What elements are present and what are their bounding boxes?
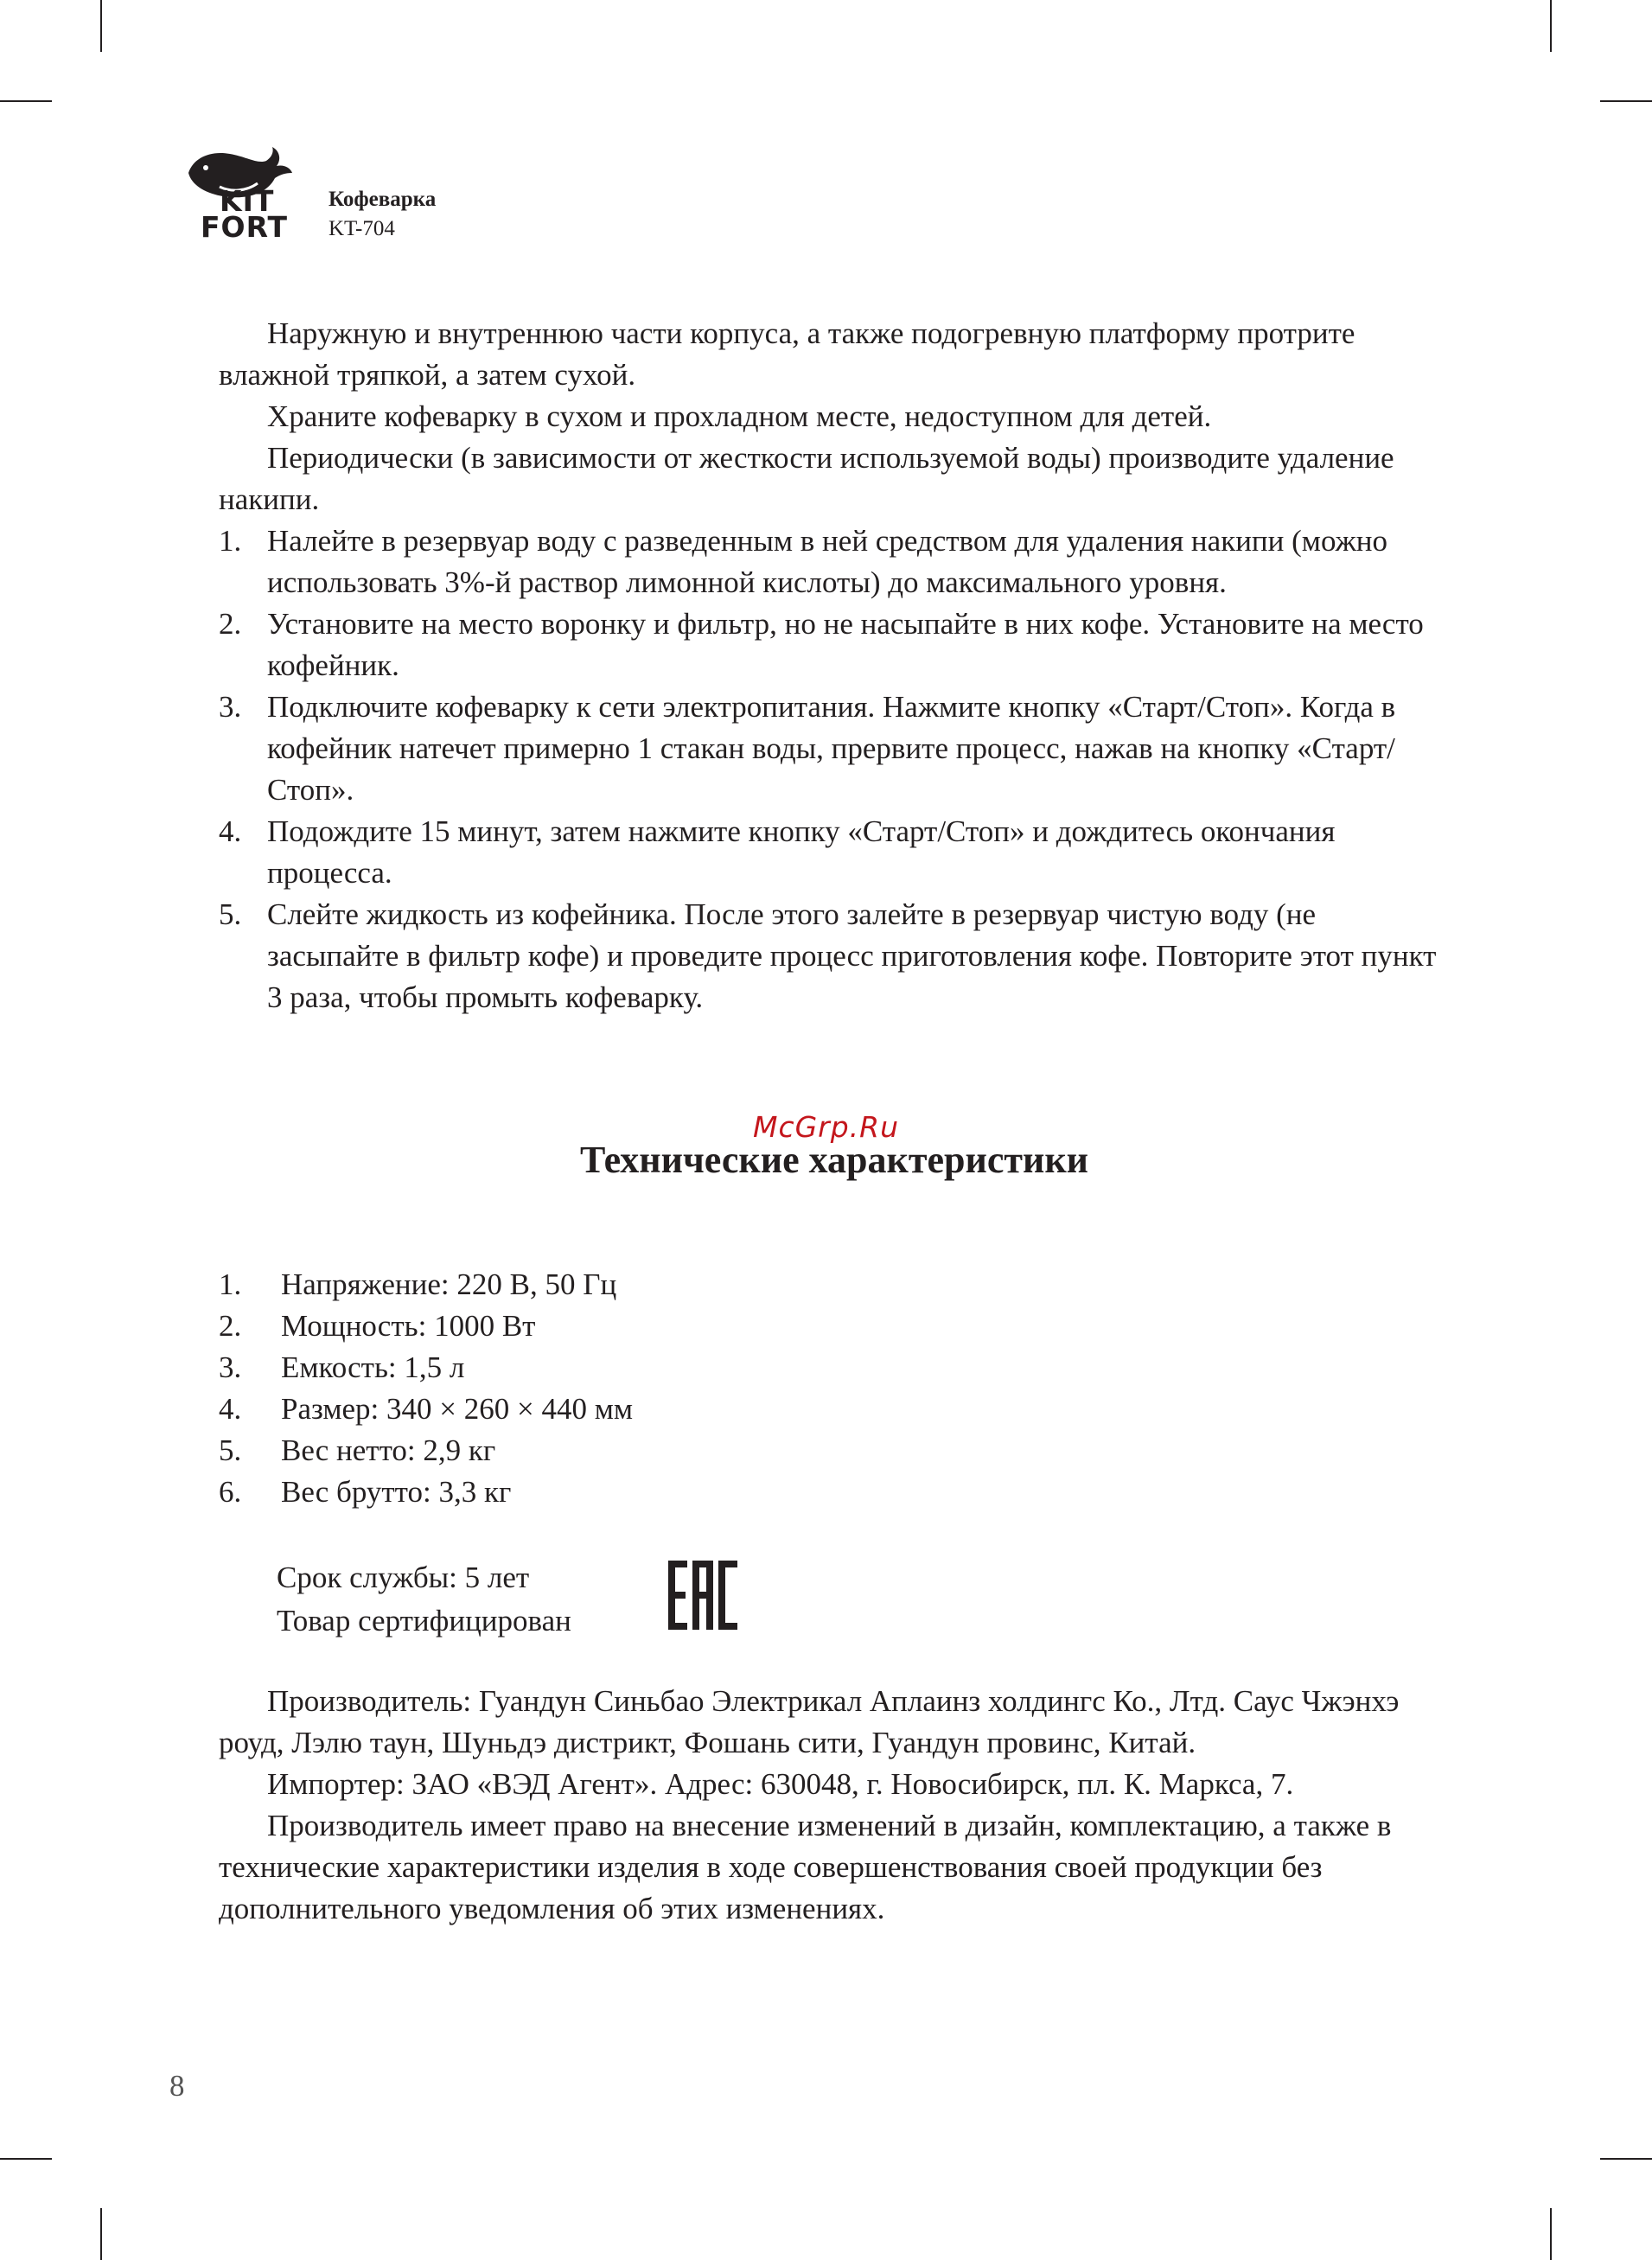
product-header [328, 185, 436, 244]
crop-mark-bottom-left-v [100, 2208, 102, 2260]
spec-text: Мощность: 1000 Вт [281, 1309, 536, 1343]
brand-wordmark [201, 184, 289, 244]
list-item [219, 520, 1455, 603]
care-paragraph: Наружную и внутреннюю части корпуса, а также подогревную платформу протрите влажной тряпкой, а затем сухой. [219, 316, 1355, 392]
eac-mark-icon [667, 1559, 739, 1631]
spec-text: Емкость: 1,5 л [281, 1350, 465, 1384]
list-item [219, 1306, 633, 1347]
step-text: Слейте жидкость из кофейника. После этого залейте в резервуар чистую воду (не засыпайте в фильтр кофе) и проведите процесс приготовления кофе. Повторите этот пункт 3 раза, чтобы промыть кофеварку. [267, 897, 1437, 1014]
list-item [219, 1389, 633, 1430]
list-item [219, 1472, 633, 1513]
certification-block [277, 1556, 571, 1643]
care-instructions [219, 313, 1455, 1018]
crop-mark-top-left-v [100, 0, 102, 52]
spec-number: 1. [219, 1267, 242, 1301]
product-model: KT-704 [328, 217, 395, 240]
spec-number: 3. [219, 1350, 242, 1384]
crop-mark-bottom-left-h [0, 2158, 52, 2160]
step-number: 4. [219, 814, 242, 848]
crop-mark-bottom-right-h [1600, 2158, 1652, 2160]
care-paragraph: Храните кофеварку в сухом и прохладном месте, недоступном для детей. [267, 399, 1212, 433]
step-number: 1. [219, 524, 242, 558]
page-number: 8 [169, 2069, 185, 2103]
descaling-steps [219, 520, 1455, 1018]
step-number: 3. [219, 690, 242, 724]
crop-mark-top-right-v [1550, 0, 1552, 52]
step-text: Установите на место воронку и фильтр, но не насыпайте в них кофе. Установите на место кофейник. [267, 607, 1424, 682]
spec-number: 5. [219, 1433, 242, 1467]
list-item [219, 603, 1455, 686]
service-life: Срок службы: 5 лет [277, 1561, 530, 1594]
step-number: 2. [219, 607, 242, 641]
specs-list [219, 1264, 633, 1513]
brand-line-1: KIT [220, 184, 275, 218]
brand-line-2: FORT [201, 210, 289, 244]
spec-text: Напряжение: 220 В, 50 Гц [281, 1267, 617, 1301]
list-item [219, 1264, 633, 1306]
step-text: Подключите кофеварку к сети электропитания. Нажмите кнопку «Старт/Стоп». Когда в кофейник натечет примерно 1 стакан воды, прервите процесс, нажав на кнопку «Старт/Стоп». [267, 690, 1396, 807]
crop-mark-bottom-right-v [1550, 2208, 1552, 2260]
spec-number: 6. [219, 1475, 242, 1509]
legal-info [219, 1681, 1455, 1930]
crop-mark-top-left-h [0, 100, 52, 102]
list-item [219, 1430, 633, 1472]
step-text: Налейте в резервуар воду с разведенным в ней средством для удаления накипи (можно использовать 3%-й раствор лимонной кислоты) до максимального уровня. [267, 524, 1387, 599]
list-item [219, 811, 1455, 894]
list-item [219, 894, 1455, 1018]
disclaimer-paragraph: Производитель имеет право на внесение изменений в дизайн, комплектацию, а также в технические характеристики изделия в ходе совершенствования своей продукции без дополнительного уведомления об этих изменениях. [219, 1809, 1392, 1925]
manufacturer-paragraph: Производитель: Гуандун Синьбао Электрикал Аплаинз холдингс Ко., Лтд. Саус Чжэнхэ роуд, Лэлю таун, Шуньдэ дистрикт, Фошань сити, Гуандун провинс, Китай. [219, 1684, 1400, 1759]
watermark-link[interactable]: McGrp.Ru [752, 1110, 900, 1144]
certified-note: Товар сертифицирован [277, 1604, 571, 1638]
list-item [219, 686, 1455, 811]
step-text: Подождите 15 минут, затем нажмите кнопку «Старт/Стоп» и дождитесь окончания процесса. [267, 814, 1336, 890]
product-name: Кофеварка [328, 188, 437, 211]
spec-text: Вес брутто: 3,3 кг [281, 1475, 512, 1509]
spec-number: 4. [219, 1392, 242, 1426]
spec-text: Вес нетто: 2,9 кг [281, 1433, 496, 1467]
step-number: 5. [219, 897, 242, 931]
section-title: Технические характеристики [579, 1139, 1089, 1181]
spec-number: 2. [219, 1309, 242, 1343]
crop-mark-top-right-h [1600, 100, 1652, 102]
care-paragraph: Периодически (в зависимости от жесткости используемой воды) производите удаление накипи. [219, 441, 1394, 516]
list-item [219, 1347, 633, 1389]
importer-paragraph: Импортер: ЗАО «ВЭД Агент». Адрес: 630048, г. Новосибирск, пл. К. Маркса, 7. [267, 1767, 1294, 1801]
spec-text: Размер: 340 × 260 × 440 мм [281, 1392, 634, 1426]
